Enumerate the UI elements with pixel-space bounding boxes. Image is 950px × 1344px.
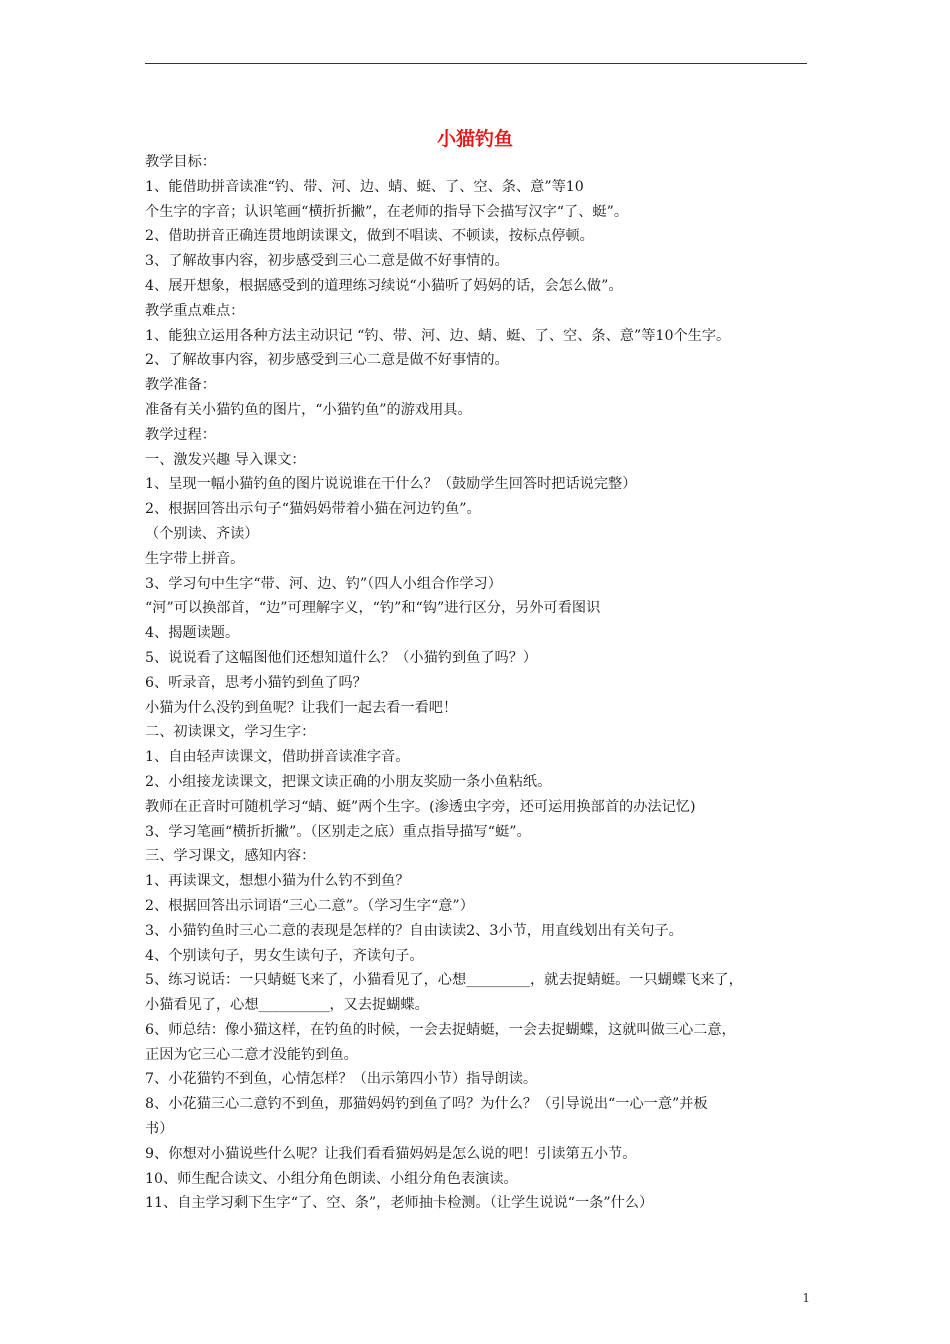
text-line: 5、说说看了这幅图他们还想知道什么？（小猫钓到鱼了吗？）	[145, 649, 538, 666]
text-line: 1、再读课文，想想小猫为什么钓不到鱼？	[145, 873, 410, 890]
text-line: 4、展开想象，根据感受到的道理练习续说“小猫听了妈妈的话，会怎么做”。	[145, 277, 623, 294]
text-line: 6、师总结：像小猫这样，在钓鱼的时候，一会去捉蜻蜓，一会去捉蝴蝶，这就叫做三心二意，	[145, 1021, 736, 1038]
text-line: 4、个别读句子，男女生读句子，齐读句子。	[145, 947, 424, 964]
text-line: 生字带上拼音。	[145, 550, 245, 567]
text-line: 2、借助拼音正确连贯地朗读课文，做到不唱读、不顿读，按标点停顿。	[145, 228, 594, 245]
text-line: 3、学习句中生字“带、河、边、钓”（四人小组合作学习）	[145, 575, 502, 592]
text-line: 7、小花猫钓不到鱼，心情怎样？（出示第四小节）指导朗读。	[145, 1071, 538, 1088]
text-line: 8、小花猫三心二意钓不到鱼，那猫妈妈钓到鱼了吗？为什么？（引导说出“一心一意”并板	[145, 1096, 708, 1113]
text-line: 个生字的字音；认识笔画“横折折撇”，在老师的指导下会描写汉字“了、蜓”。	[145, 203, 629, 220]
text-line: 小猫为什么没钓到鱼呢？让我们一起去看一看吧！	[145, 699, 458, 716]
text-line: 教师在正音时可随机学习“蜻、蜓”两个生字。(渗透虫字旁，还可运用换部首的办法记忆)	[145, 798, 696, 815]
text-line: 9、你想对小猫说些什么呢？让我们看看猫妈妈是怎么说的吧！引读第五小节。	[145, 1145, 637, 1162]
text-line: 5、练习说话：一只蜻蜓飞来了，小猫看见了，心想_________，就去捉蜻蜓。一只蝴蝶飞来了，	[145, 972, 743, 989]
page-number: 1	[802, 1291, 810, 1305]
text-line: 11、自主学习剩下生字“了、空、条”，老师抽卡检测。（让学生说说“一条”什么）	[145, 1195, 654, 1212]
header-rule	[145, 63, 807, 64]
document-title: 小猫钓鱼	[436, 128, 513, 150]
text-line: 3、了解故事内容，初步感受到三心二意是做不好事情的。	[145, 253, 509, 270]
document-body	[145, 150, 811, 1216]
text-line: 教学准备：	[145, 377, 216, 394]
text-line: 2、了解故事内容，初步感受到三心二意是做不好事情的。	[145, 352, 509, 369]
text-line: 2、小组接龙读课文，把课文读正确的小朋友奖励一条小鱼粘纸。	[145, 773, 552, 790]
text-line: 小猫看见了，心想__________，又去捉蝴蝶。	[145, 997, 429, 1014]
text-line: 一、激发兴趣 导入课文：	[145, 451, 306, 468]
text-line: 1、呈现一幅小猫钓鱼的图片说说谁在干什么？（鼓励学生回答时把话说完整）	[145, 476, 637, 493]
text-line: 2、根据回答出示词语“三心二意”。（学习生字“意”）	[145, 897, 474, 914]
text-line: “河”可以换部首，“边”可理解字义，“钓”和“钩”进行区分，另外可看图识	[145, 600, 601, 617]
text-line: 三、学习课文，感知内容：	[145, 848, 316, 865]
text-line: （个别读、齐读）	[145, 525, 259, 542]
text-line: 准备有关小猫钓鱼的图片，“小猫钓鱼”的游戏用具。	[145, 401, 472, 418]
text-line: 教学重点难点：	[145, 302, 245, 319]
text-line: 教学目标：	[145, 154, 216, 170]
text-line: 1、自由轻声读课文，借助拼音读准字音。	[145, 749, 410, 766]
text-line: 6、听录音，思考小猫钓到鱼了吗？	[145, 674, 367, 691]
text-line: 二、初读课文，学习生字：	[145, 724, 316, 741]
text-line: 3、学习笔画“横折折撇”。（区别走之底）重点指导描写“蜓”。	[145, 823, 531, 840]
text-line: 2、根据回答出示句子“猫妈妈带着小猫在河边钓鱼”。	[145, 501, 481, 518]
text-line: 3、小猫钓鱼时三心二意的表现是怎样的？自由读读2、3小节，用直线划出有关句子。	[145, 922, 683, 939]
text-line: 正因为它三心二意才没能钓到鱼。	[145, 1046, 358, 1063]
text-line: 1、能借助拼音读准“钓、带、河、边、蜻、蜓、了、空、条、意”等10	[145, 178, 584, 195]
text-line: 10、师生配合读文、小组分角色朗读、小组分角色表演读。	[145, 1170, 518, 1187]
text-line: 教学过程：	[145, 426, 216, 443]
text-line: 1、能独立运用各种方法主动识记 “钓、带、河、边、蜻、蜓、了、空、条、意”等10个生字。	[145, 327, 731, 344]
text-line: 书）	[145, 1121, 174, 1138]
text-line: 4、揭题读题。	[145, 625, 240, 642]
